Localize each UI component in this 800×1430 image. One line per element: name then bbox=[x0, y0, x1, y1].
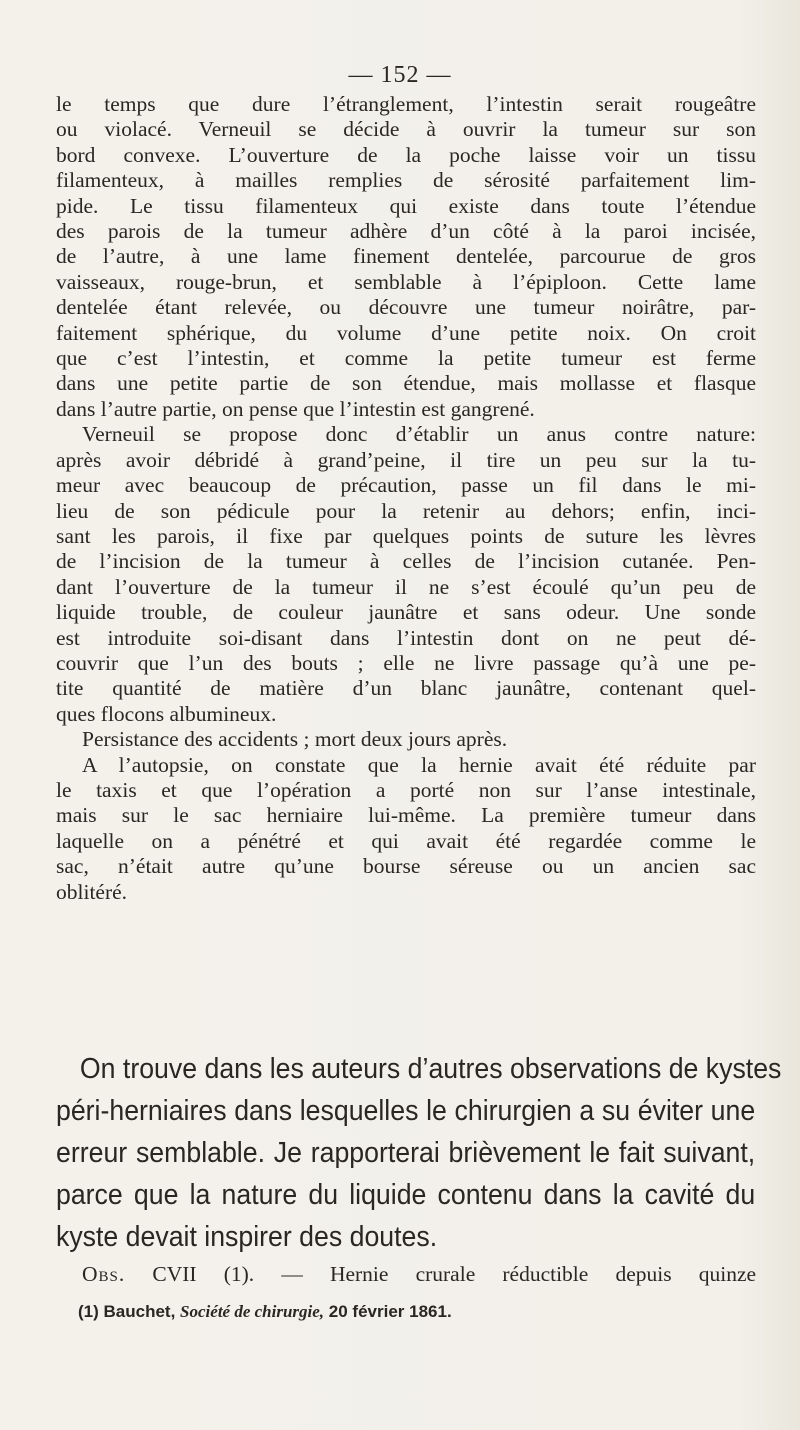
footnote-author: Bauchet, bbox=[103, 1302, 176, 1321]
text-line: vaisseaux, rouge-brun, et semblable à l’épiploon. Cette lame bbox=[56, 269, 756, 294]
text-line: ques flocons albumineux. bbox=[56, 701, 277, 726]
text-line: filamenteux, à mailles remplies de sérosité parfaitement lim- bbox=[56, 168, 756, 193]
text-line: lieu de son pédicule pour la retenir au dehors; enfin, inci- bbox=[56, 498, 756, 523]
text-line: couvrir que l’un des bouts ; elle ne livre passage qu’à une pe- bbox=[56, 650, 756, 675]
large-text-line: On trouve dans les auteurs d’autres observations de kystes bbox=[79, 1053, 782, 1085]
text-line: dentelée étant relevée, ou découvre une tumeur noirâtre, par- bbox=[56, 295, 756, 320]
text-line: A l’autopsie, on constate que la hernie avait été réduite par bbox=[82, 752, 756, 777]
large-text-line: erreur semblable. Je rapporterai brièvement le fait suivant, bbox=[56, 1137, 756, 1169]
text-line: Verneuil se propose donc d’établir un anus contre nature: bbox=[82, 422, 756, 447]
large-text-line: parce que la nature du liquide contenu dans la cavité du bbox=[56, 1179, 756, 1211]
observation-label: Obs. bbox=[82, 1262, 126, 1286]
footnote bbox=[78, 1302, 452, 1322]
large-print-paragraph bbox=[56, 1048, 782, 1258]
text-line: le temps que dure l’étranglement, l’intestin serait rougeâtre bbox=[56, 92, 756, 116]
observation-text: — Hernie crurale réductible depuis quinze bbox=[281, 1262, 757, 1286]
text-line: de l’autre, à une lame finement dentelée, parcourue de gros bbox=[56, 244, 756, 269]
footnote-date: 20 février 1861. bbox=[328, 1302, 452, 1321]
text-line: pide. Le tissu filamenteux qui existe dans toute l’étendue bbox=[56, 193, 756, 218]
large-text-line: kyste devait inspirer des doutes. bbox=[56, 1221, 438, 1253]
footnote-marker: (1) bbox=[78, 1302, 99, 1321]
text-line: Persistance des accidents ; mort deux jours après. bbox=[82, 727, 508, 752]
text-line: dant l’ouverture de la tumeur il ne s’est écoulé qu’un peu de bbox=[56, 574, 756, 599]
text-line: dans une petite partie de son étendue, mais mollasse et flasque bbox=[56, 371, 756, 396]
text-line: mais sur le sac herniaire lui-même. La première tumeur dans bbox=[56, 803, 756, 828]
text-line: que c’est l’intestin, et comme la petite tumeur est ferme bbox=[56, 346, 756, 371]
text-line: sac, n’était autre qu’une bourse séreuse ou un ancien sac bbox=[56, 854, 756, 879]
text-line: est introduite soi-disant dans l’intestin dont on ne peut dé- bbox=[56, 625, 756, 650]
text-line: laquelle on a pénétré et qui avait été regardée comme le bbox=[56, 828, 756, 853]
text-line: ou violacé. Verneuil se décide à ouvrir la tumeur sur son bbox=[56, 117, 756, 142]
footnote-reference: (1). bbox=[223, 1262, 255, 1286]
text-line: des parois de la tumeur adhère d’un côté à la paroi incisée, bbox=[56, 219, 756, 244]
page-number: — 152 — bbox=[348, 62, 452, 88]
text-line: liquide trouble, de couleur jaunâtre et sans odeur. Une sonde bbox=[56, 600, 756, 625]
large-text-line: péri-herniaires dans lesquelles le chirurgien a su éviter une bbox=[56, 1095, 756, 1127]
text-line: après avoir débridé à grand’peine, il tire un peu sur la tu- bbox=[56, 447, 756, 472]
text-line: faitement sphérique, du volume d’une petite noix. On croit bbox=[56, 320, 756, 345]
text-line: dans l’autre partie, on pense que l’intestin est gangrené. bbox=[56, 396, 535, 421]
text-line: tite quantité de matière d’un blanc jaunâtre, contenant quel- bbox=[56, 676, 756, 701]
observation-heading bbox=[82, 1262, 756, 1287]
text-line: le taxis et que l’opération a porté non sur l’anse intestinale, bbox=[56, 777, 756, 802]
text-line: oblitéré. bbox=[56, 879, 128, 904]
text-line: bord convexe. L’ouverture de la poche laisse voir un tissu bbox=[56, 142, 756, 167]
footnote-journal: Société de chirurgie, bbox=[180, 1302, 325, 1321]
observation-number: CVII bbox=[152, 1262, 197, 1286]
main-paragraph bbox=[56, 92, 756, 905]
text-line: meur avec beaucoup de précaution, passe un fil dans le mi- bbox=[56, 473, 756, 498]
text-line: de l’incision de la tumeur à celles de l’incision cutanée. Pen- bbox=[56, 549, 756, 574]
text-line: sant les parois, il fixe par quelques points de suture les lèvres bbox=[56, 523, 756, 548]
